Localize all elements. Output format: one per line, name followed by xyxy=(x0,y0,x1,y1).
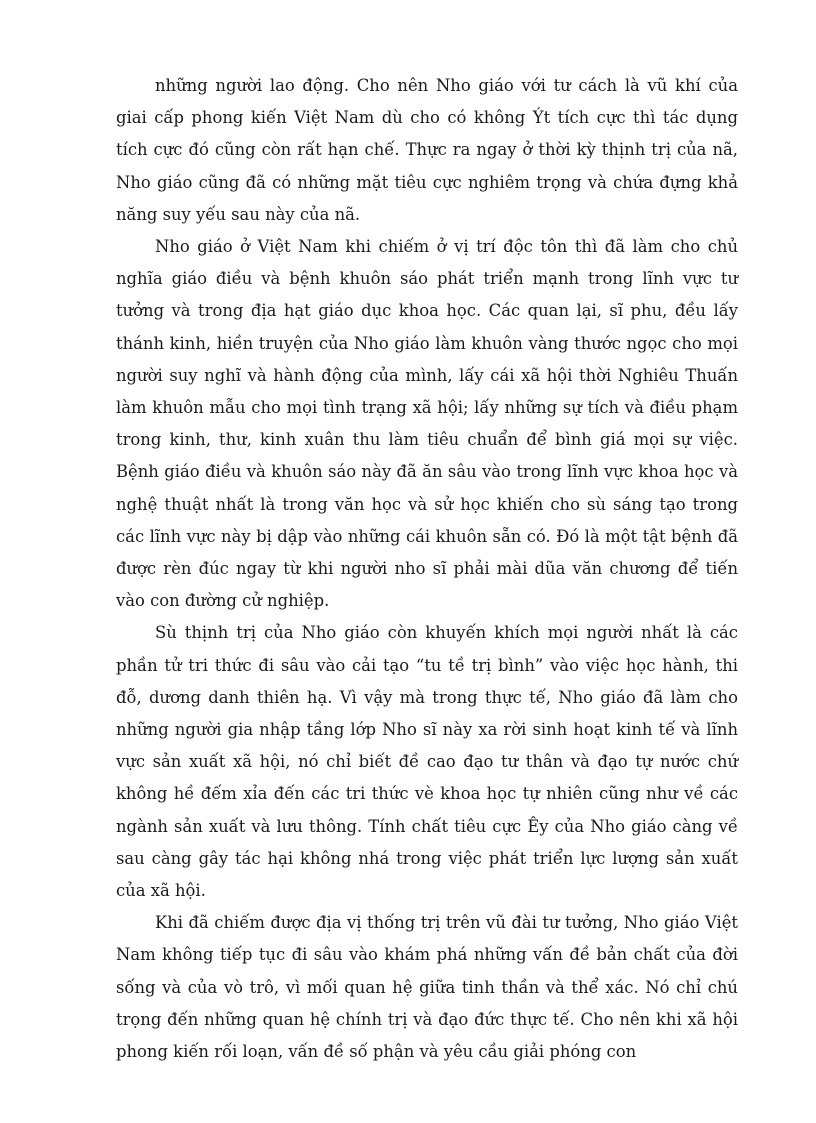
paragraph: Nho giáo ở Việt Nam khi chiếm ở vị trí độc tôn thì đã làm cho chủ nghĩa giáo điều và bệnh khuôn sáo phát triển mạnh trong lĩnh vực tư tưởng và trong địa hạt giáo dục khoa học. Các quan lại, sĩ phu, đều lấy thánh kinh, hiền truyện của Nho giáo làm khuôn vàng thước ngọc cho mọi người suy nghĩ và hành động của mình, lấy cái xã hội thời Nghiêu Thuấn làm khuôn mẫu cho mọi tình trạng xã hội; lấy những sự tích và điều phạm trong kinh, thư, kinh xuân thu làm tiêu chuẩn để bình giá mọi sự việc. Bệnh giáo điều và khuôn sáo này đã ăn sâu vào trong lĩnh vực khoa học và nghệ thuật nhất là trong văn học và sử học khiến cho sù sáng tạo trong các lĩnh vực này bị dập vào những cái khuôn sẵn có. Đó là một tật bệnh đã được rèn đúc ngay từ khi người nho sĩ phải mài dũa văn chương để tiến vào con đường cử nghiệp. xyxy=(116,237,738,611)
paragraph: Khi đã chiếm được địa vị thống trị trên vũ đài tư tưởng, Nho giáo Việt Nam không tiếp tục đi sâu vào khám phá những vấn đề bản chất của đời sống và của vò trô, vì mối quan hệ giữa tinh thần và thể xác. Nó chỉ chú trọng đến những quan hệ chính trị và đạo đức thực tế. Cho nên khi xã hội phong kiến rối loạn, vấn đề số phận và yêu cầu giải phóng con xyxy=(116,913,738,1062)
body-text xyxy=(116,70,738,1068)
paragraph: Sù thịnh trị của Nho giáo còn khuyến khích mọi người nhất là các phần tử tri thức đi sâu vào cải tạo “tu tề trị bình” vào việc học hành, thi đỗ, dương danh thiên hạ. Vì vậy mà trong thực tế, Nho giáo đã làm cho những người gia nhập tầng lớp Nho sĩ này xa rời sinh hoạt kinh tế và lĩnh vực sản xuất xã hội, nó chỉ biết đề cao đạo tư thân và đạo tự nước chứ không hề đếm xỉa đến các tri thức vè khoa học tự nhiên cũng như về các ngành sản xuất và lưu thông. Tính chất tiêu cực Êy của Nho giáo càng về sau càng gây tác hại không nhá trong việc phát triển lực lượng sản xuất của xã hội. xyxy=(116,623,738,901)
paragraph: những người lao động. Cho nên Nho giáo với tư cách là vũ khí của giai cấp phong kiến Việt Nam dù cho có không Ýt tích cực thì tác dụng tích cực đó cũng còn rất hạn chế. Thực ra ngay ở thời kỳ thịnh trị của nã, Nho giáo cũng đã có những mặt tiêu cực nghiêm trọng và chứa đựng khả năng suy yếu sau này của nã. xyxy=(116,76,738,224)
